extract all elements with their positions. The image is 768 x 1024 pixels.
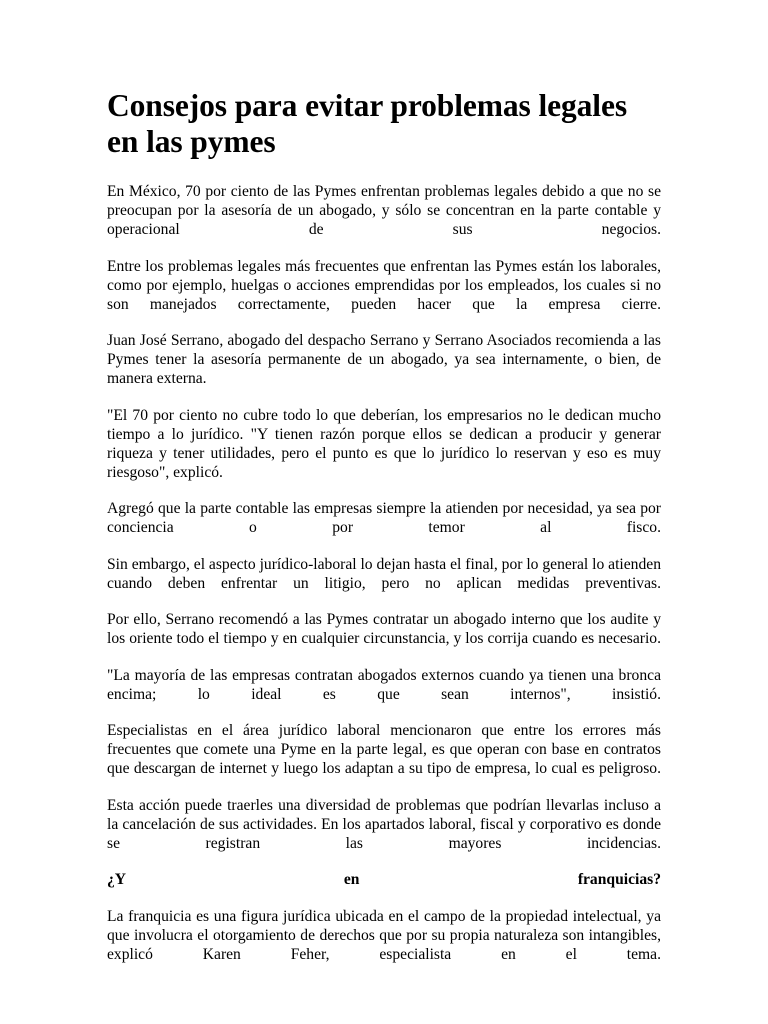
paragraph-labor-problems: Entre los problemas legales más frecuentes que enfrentan las Pymes están los laborales, como por ejemplo, huelgas o acciones emprendidas por los empleados, los cuales si no son manejados correctamente, pueden hacer que la empresa cierre. xyxy=(107,257,661,313)
paragraph-intro: En México, 70 por ciento de las Pymes enfrentan problemas legales debido a que no se preocupan por la asesoría de un abogado, y sólo se concentran en la parte contable y operacional de sus negocios. xyxy=(107,183,661,238)
section-heading-franchises: ¿Y en franquicias? xyxy=(107,871,661,888)
paragraph-common-errors: Especialistas en el área jurídico laboral mencionaron que entre los errores más frecuentes que comete una Pyme en la parte legal, es que operan con base en contratos que descargan de internet y luego los adaptan a su tipo de empresa, lo cual es peligroso. xyxy=(107,722,661,777)
paragraph-quote-70-percent: "El 70 por ciento no cubre todo lo que deberían, los empresarios no le dedican mucho tiempo a lo jurídico. "Y tienen razón porque ellos se dedican a producir y generar riqueza y tener utilidades, pero el punto es que lo jurídico lo reservan y eso es muy riesgoso", explicó. xyxy=(107,406,661,481)
paragraph-franchise-definition: La franquicia es una figura jurídica ubicada en el campo de la propiedad intelectual, ya que involucra el otorgamiento de derechos que por su propia naturaleza son intangibles, explicó Karen Feher, especialista en el tema. xyxy=(107,907,661,963)
paragraph-internal-lawyer: Por ello, Serrano recomendó a las Pymes contratar un abogado interno que los audite y los oriente todo el tiempo y en cualquier circunstancia, y los corrija cuando es necesario. xyxy=(107,611,661,647)
paragraph-quote-external-lawyers: "La mayoría de las empresas contratan abogados externos cuando ya tienen una bronca encima; lo ideal es que sean internos", insistió. xyxy=(107,666,661,703)
paragraph-accounting: Agregó que la parte contable las empresas siempre la atienden por necesidad, ya sea por conciencia o por temor al fisco. xyxy=(107,500,661,536)
paragraph-serrano-recommendation: Juan José Serrano, abogado del despacho Serrano y Serrano Asociados recomienda a las Pymes tener la asesoría permanente de un abogado, ya sea internamente, o bien, de manera externa. xyxy=(107,332,661,387)
paragraph-consequences: Esta acción puede traerles una diversidad de problemas que podrían llevarlas incluso a la cancelación de sus actividades. En los apartados laboral, fiscal y corporativo es donde se registran las mayores incidencias. xyxy=(107,796,661,852)
article-title: Consejos para evitar problemas legales en las pymes xyxy=(107,88,627,159)
paragraph-legal-aspect: Sin embargo, el aspecto jurídico-laboral lo dejan hasta el final, por lo general lo atienden cuando deben enfrentar un litigio, pero no aplican medidas preventivas. xyxy=(107,555,661,592)
